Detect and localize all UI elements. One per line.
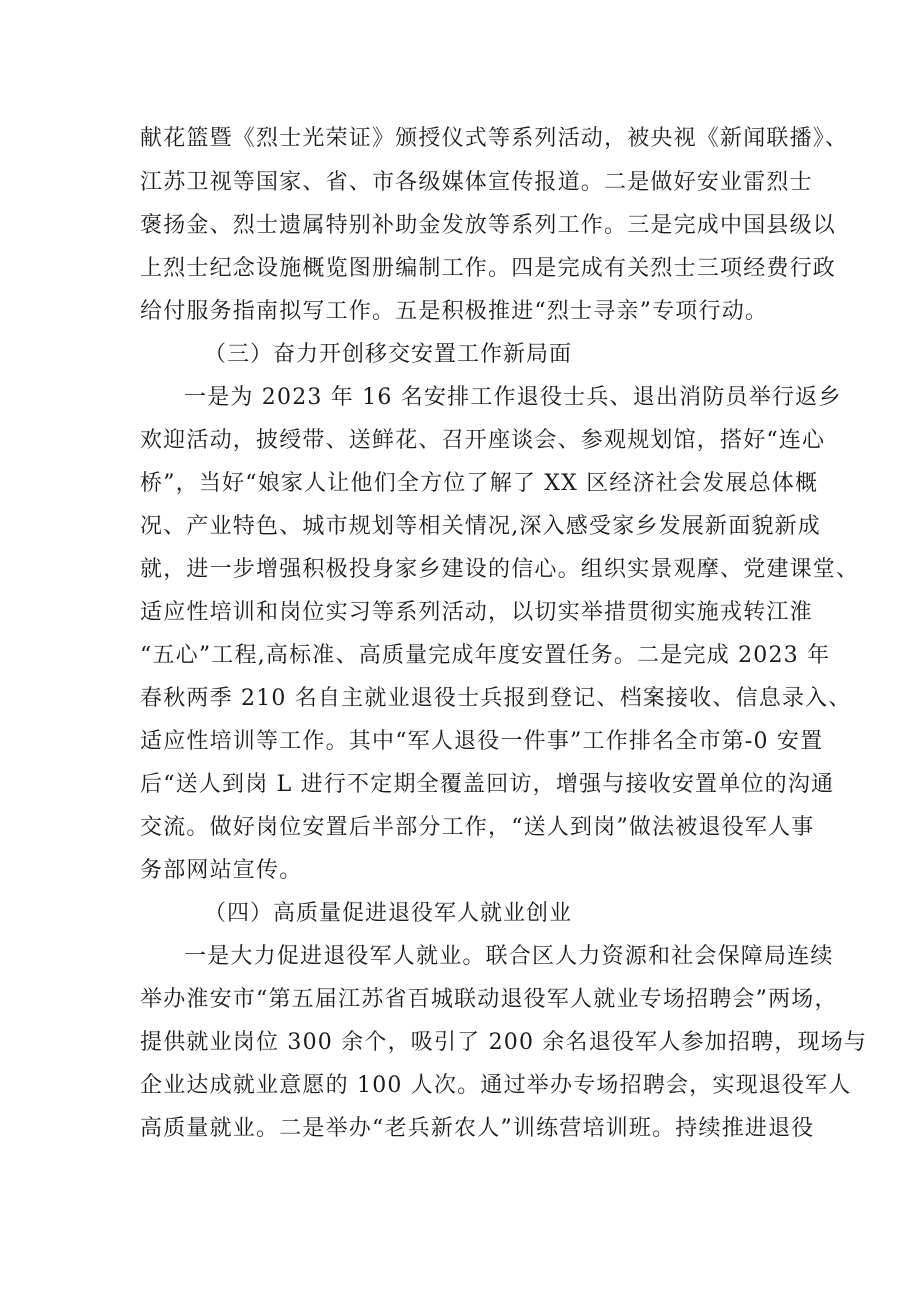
body-line: “五心”工程,高标准、高质量完成年度安置任务。二是完成 2023 年 xyxy=(140,643,831,668)
body-line: 欢迎活动，披绶带、送鲜花、召开座谈会、参观规划馆，搭好“连心 xyxy=(140,428,826,453)
body-line: 高质量就业。二是举办“老兵新农人”训练营培训班。持续推进退役 xyxy=(140,1116,815,1141)
body-line: 江苏卫视等国家、省、市各级媒体宣传报道。二是做好安业雷烈士 xyxy=(140,170,813,195)
body-line: 举办淮安市“第五届江苏省百城联动退役军人就业专场招聘会”两场， xyxy=(140,987,838,1012)
section-heading-4: （四）高质量促进退役军人就业创业 xyxy=(204,901,573,926)
body-line: 一是为 2023 年 16 名安排工作退役士兵、退出消防员举行返乡 xyxy=(184,385,842,410)
body-line: 上烈士纪念设施概览图册编制工作。四是完成有关烈士三项经费行政 xyxy=(140,256,837,281)
body-line: 献花篮暨《烈士光荣证》颁授仪式等系列活动，被央视《新闻联播》、 xyxy=(140,126,849,151)
body-line: 提供就业岗位 300 余个，吸引了 200 余名退役军人参加招聘，现场与 xyxy=(140,1030,868,1055)
body-line: 适应性培训等工作。其中“军人退役一件事”工作排名全市第-0 安置 xyxy=(140,729,824,754)
body-line: 企业达成就业意愿的 100 人次。通过举办专场招聘会，实现退役军人 xyxy=(140,1073,852,1098)
body-line: 交流。做好岗位安置后半部分工作，“送人到岗”做法被退役军人事 xyxy=(140,815,815,840)
body-line: 春秋两季 210 名自主就业退役士兵报到登记、档案接收、信息录入、 xyxy=(140,686,852,711)
body-line: 一是大力促进退役军人就业。联合区人力资源和社会保障局连续 xyxy=(184,944,834,969)
body-line: 给付服务指南拟写工作。五是积极推进“烈士寻亲”专项行动。 xyxy=(140,299,769,324)
body-line: 务部网站宣传。 xyxy=(140,858,303,883)
body-line: 后“送人到岗 L 进行不定期全覆盖回访，增强与接收安置单位的沟通 xyxy=(140,772,835,797)
body-line: 适应性培训和岗位实习等系列活动，以切实举措贯彻实施戎转江淮 xyxy=(140,600,813,625)
section-heading-3: （三）奋力开创移交安置工作新局面 xyxy=(204,342,573,367)
body-line: 况、产业特色、城市规划等相关情况,深入感受家乡发展新面貌新成 xyxy=(140,514,821,539)
body-line: 褒扬金、烈士遗属特别补助金发放等系列工作。三是完成中国县级以 xyxy=(140,213,837,238)
body-line: 桥”，当好“娘家人让他们全方位了解了 XX 区经济社会发展总体概 xyxy=(140,471,819,496)
body-line: 就，进一步增强积极投身家乡建设的信心。组织实景观摩、党建课堂、 xyxy=(140,557,860,582)
